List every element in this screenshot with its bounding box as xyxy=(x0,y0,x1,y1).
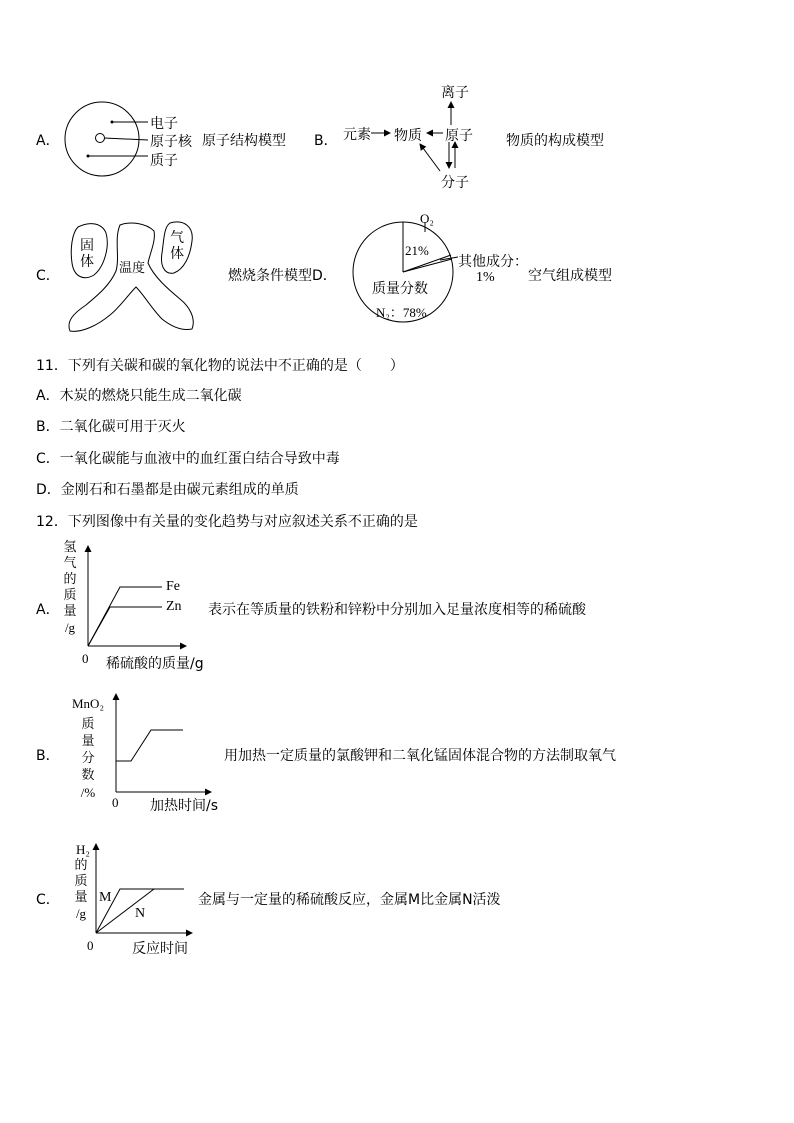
q12-a-xlabel: 稀硫酸的质量/g xyxy=(106,656,204,672)
label-n2: N₂：78% xyxy=(376,305,427,320)
label-proton: 质子 xyxy=(150,153,178,169)
q12-c-xlabel: 反应时间 xyxy=(132,941,188,957)
q12-a-series-fe: Fe xyxy=(166,579,180,594)
q12-b-graph xyxy=(105,690,215,800)
label-temperature: 温度 xyxy=(119,261,146,276)
label-gas: 气体 xyxy=(170,230,184,262)
q12-stem: 12．下列图像中有关量的变化趋势与对应叙述关系不正确的是 xyxy=(36,514,418,530)
option-b-letter: B． xyxy=(314,133,338,149)
label-other: 其他成分： xyxy=(458,254,528,270)
label-solid: 固体 xyxy=(80,238,94,270)
nucleus-circle xyxy=(96,134,105,143)
option-a-letter: A． xyxy=(36,133,60,149)
q12-b-ytop: MnO₂ xyxy=(72,696,104,711)
zn-line xyxy=(88,607,162,646)
caption-atom-model: 原子结构模型 xyxy=(202,133,286,149)
node-element: 元素 xyxy=(343,127,371,143)
q11-option-c: C．一氧化碳能与血液中的血红蛋白结合导致中毒 xyxy=(36,451,340,467)
q12-c-desc: 金属与一定量的稀硫酸反应，金属M比金属N活泼 xyxy=(198,892,501,908)
label-electron: 电子 xyxy=(150,116,178,132)
label-o2: O₂ xyxy=(420,211,434,226)
q12-a-series-zn: Zn xyxy=(166,599,182,614)
q12-a-origin: 0 xyxy=(82,651,89,666)
q12-c-ytop: H₂ xyxy=(76,842,90,857)
option-c-letter: C． xyxy=(36,268,60,284)
label-nucleus: 原子核 xyxy=(150,134,192,150)
q11-option-a: A．木炭的燃烧只能生成二氧化碳 xyxy=(36,388,242,404)
q12-b-desc: 用加热一定质量的氯酸钾和二氧化锰固体混合物的方法制取氧气 xyxy=(224,748,616,764)
q12-b-xlabel: 加热时间/s xyxy=(150,798,219,814)
q12-c-ylabel: 的 质 量 /g xyxy=(74,858,88,921)
q12-b-letter: B． xyxy=(36,748,60,764)
label-o2-percent: 21% xyxy=(405,243,429,258)
q12-a-ylabel: 氢 气 的 质 量 /g xyxy=(63,540,77,635)
q12-c-origin: 0 xyxy=(87,938,94,953)
label-other-percent: 1% xyxy=(476,270,495,285)
q12-b-origin: 0 xyxy=(112,795,119,810)
q12-b-ylabel: 质 量 分 数 /% xyxy=(80,717,96,800)
caption-combustion-model: 燃烧条件模型D． xyxy=(228,268,337,284)
q12-a-letter: A． xyxy=(36,602,60,618)
node-molecule: 分子 xyxy=(441,175,469,191)
q12-a-graph xyxy=(80,540,190,650)
mno2-line xyxy=(116,730,183,761)
q12-c-series-n: N xyxy=(135,906,146,921)
caption-air-model: 空气组成模型 xyxy=(528,268,612,284)
q12-a-desc: 表示在等质量的铁粉和锌粉中分别加入足量浓度相等的稀硫酸 xyxy=(208,602,586,618)
q11-option-b: B．二氧化碳可用于灭火 xyxy=(36,419,186,435)
fe-line xyxy=(88,587,162,646)
label-mass-fraction: 质量分数 xyxy=(372,281,428,297)
caption-substance-model: 物质的构成模型 xyxy=(506,133,604,149)
node-atom: 原子 xyxy=(445,128,473,144)
q11-stem: 11．下列有关碳和碳的氧化物的说法中不正确的是（ ） xyxy=(36,358,404,374)
q12-c-series-m: M xyxy=(99,890,112,905)
node-ion: 离子 xyxy=(441,85,469,101)
node-substance: 物质 xyxy=(394,128,422,144)
q11-option-d: D．金刚石和石墨都是由碳元素组成的单质 xyxy=(36,482,299,498)
q12-c-letter: C． xyxy=(36,892,60,908)
